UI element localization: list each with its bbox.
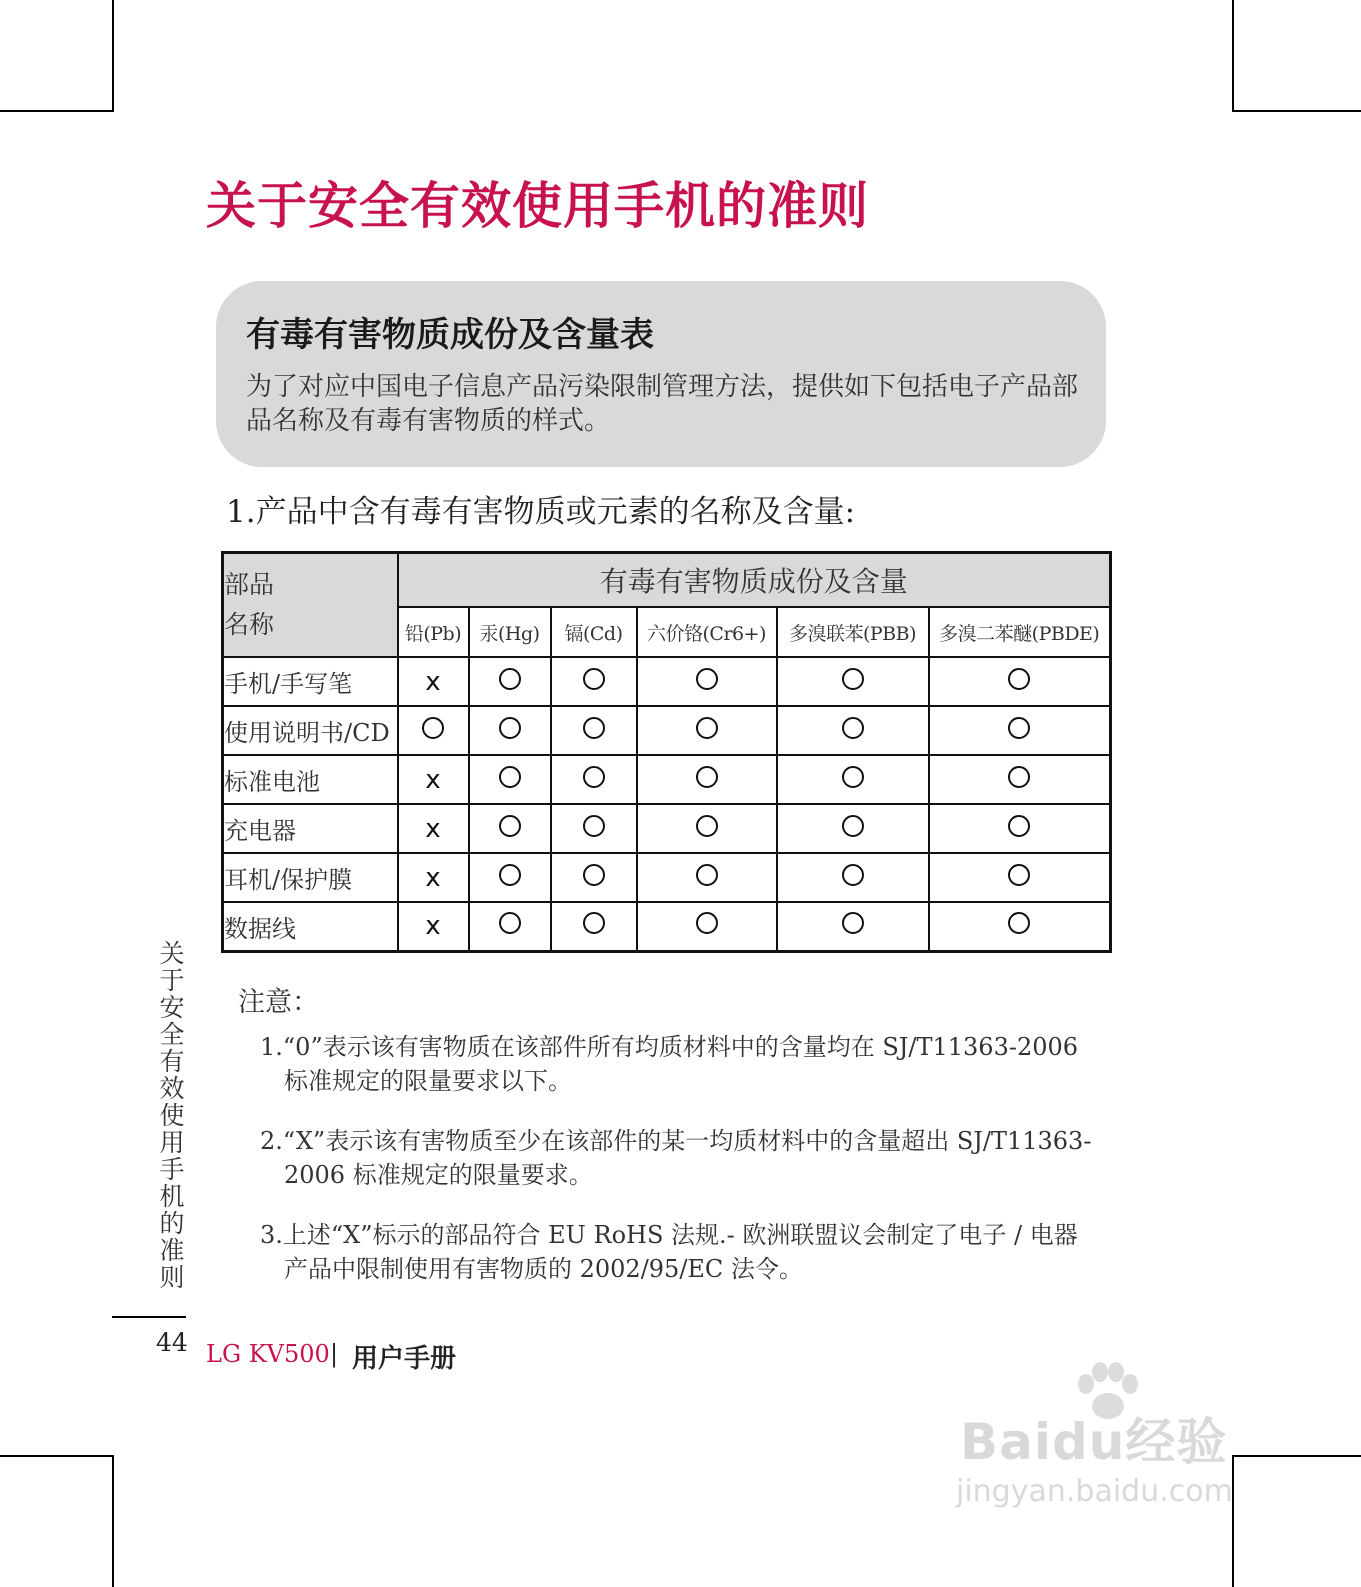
part-name-cell: 手机/手写笔 bbox=[223, 657, 398, 706]
substance-column-header: 镉(Cd) bbox=[551, 607, 637, 657]
panel-description: 为了对应中国电子信息产品污染限制管理方法，提供如下包括电子产品部品名称及有毒有害物质的样式。 bbox=[246, 372, 1079, 436]
table-row bbox=[223, 657, 1111, 706]
circle-mark-icon bbox=[842, 815, 864, 837]
notes-title: 注意： bbox=[238, 987, 319, 1018]
compliant-mark-cell bbox=[929, 755, 1111, 804]
circle-mark-icon bbox=[422, 717, 444, 739]
circle-mark-icon bbox=[1008, 717, 1030, 739]
table-row bbox=[223, 853, 1111, 902]
compliant-mark-cell bbox=[777, 804, 929, 853]
compliant-mark-cell bbox=[551, 755, 637, 804]
part-name-cell: 耳机/保护膜 bbox=[223, 853, 398, 902]
compliant-mark-cell bbox=[551, 902, 637, 951]
substance-column-header: 六价铬(Cr6+) bbox=[637, 607, 777, 657]
compliant-mark-cell bbox=[637, 902, 777, 951]
note-item: 2.“X”表示该有害物质至少在该部件的某一均质材料中的含量超出 SJ/T11363-2006 标准规定的限量要求。 bbox=[260, 1127, 1092, 1189]
compliant-mark-cell bbox=[637, 657, 777, 706]
watermark-logo: Baidu经验 bbox=[960, 1413, 1228, 1471]
table-row bbox=[223, 902, 1111, 951]
page-title: 关于安全有效使用手机的准则 bbox=[206, 177, 869, 235]
circle-mark-icon bbox=[842, 766, 864, 788]
circle-mark-icon bbox=[842, 668, 864, 690]
table-row bbox=[223, 755, 1111, 804]
crop-mark bbox=[1232, 0, 1234, 112]
table-row bbox=[223, 804, 1111, 853]
substance-column-header: 铅(Pb) bbox=[398, 607, 469, 657]
circle-mark-icon bbox=[696, 815, 718, 837]
exceeds-mark-cell: x bbox=[398, 755, 469, 804]
circle-mark-icon bbox=[696, 912, 718, 934]
circle-mark-icon bbox=[696, 766, 718, 788]
compliant-mark-cell bbox=[929, 706, 1111, 755]
footer-manual-label: 用户手册 bbox=[352, 1344, 457, 1374]
circle-mark-icon bbox=[696, 717, 718, 739]
compliant-mark-cell bbox=[469, 657, 551, 706]
compliant-mark-cell bbox=[469, 804, 551, 853]
watermark bbox=[952, 1362, 1262, 1522]
footer-rule bbox=[112, 1316, 186, 1318]
crop-mark bbox=[0, 110, 114, 112]
compliant-mark-cell bbox=[637, 706, 777, 755]
exceeds-mark-cell: x bbox=[398, 853, 469, 902]
circle-mark-icon bbox=[583, 815, 605, 837]
part-name-header bbox=[223, 553, 398, 658]
table-body bbox=[223, 657, 1111, 951]
compliant-mark-cell bbox=[469, 902, 551, 951]
footer-model: LG KV500 bbox=[206, 1340, 330, 1368]
corner-line1: 部品 bbox=[224, 570, 275, 599]
watermark-url: jingyan.baidu.com bbox=[956, 1474, 1233, 1509]
compliant-mark-cell bbox=[777, 902, 929, 951]
circle-mark-icon bbox=[583, 668, 605, 690]
compliant-mark-cell bbox=[469, 706, 551, 755]
substance-column-header: 汞(Hg) bbox=[469, 607, 551, 657]
substance-group-header: 有毒有害物质成份及含量 bbox=[398, 553, 1111, 608]
compliant-mark-cell bbox=[777, 755, 929, 804]
compliant-mark-cell bbox=[551, 657, 637, 706]
compliant-mark-cell bbox=[929, 853, 1111, 902]
compliant-mark-cell bbox=[551, 853, 637, 902]
footer-separator: | bbox=[330, 1340, 339, 1368]
circle-mark-icon bbox=[1008, 766, 1030, 788]
compliant-mark-cell bbox=[929, 804, 1111, 853]
table-row bbox=[223, 706, 1111, 755]
circle-mark-icon bbox=[842, 717, 864, 739]
section-heading: 1.产品中含有毒有害物质或元素的名称及含量: bbox=[226, 494, 856, 530]
circle-mark-icon bbox=[499, 717, 521, 739]
exceeds-mark-cell: x bbox=[398, 657, 469, 706]
circle-mark-icon bbox=[1008, 864, 1030, 886]
circle-mark-icon bbox=[1008, 668, 1030, 690]
part-name-cell: 标准电池 bbox=[223, 755, 398, 804]
circle-mark-icon bbox=[583, 864, 605, 886]
circle-mark-icon bbox=[842, 864, 864, 886]
crop-mark bbox=[112, 0, 114, 112]
compliant-mark-cell bbox=[637, 755, 777, 804]
circle-mark-icon bbox=[499, 864, 521, 886]
circle-mark-icon bbox=[499, 912, 521, 934]
compliant-mark-cell bbox=[637, 853, 777, 902]
compliant-mark-cell bbox=[777, 657, 929, 706]
substance-column-header: 多溴联苯(PBB) bbox=[777, 607, 929, 657]
info-panel bbox=[216, 281, 1106, 467]
side-section-label: 关于安全有效使用手机的准则 bbox=[156, 940, 185, 1291]
circle-mark-icon bbox=[842, 912, 864, 934]
crop-mark bbox=[112, 1455, 114, 1587]
crop-mark bbox=[0, 1455, 114, 1457]
circle-mark-icon bbox=[499, 766, 521, 788]
compliant-mark-cell bbox=[551, 804, 637, 853]
compliant-mark-cell bbox=[777, 853, 929, 902]
circle-mark-icon bbox=[583, 912, 605, 934]
circle-mark-icon bbox=[696, 864, 718, 886]
compliant-mark-cell bbox=[398, 706, 469, 755]
circle-mark-icon bbox=[1008, 912, 1030, 934]
corner-line2: 名称 bbox=[224, 610, 275, 639]
part-name-cell: 充电器 bbox=[223, 804, 398, 853]
compliant-mark-cell bbox=[551, 706, 637, 755]
crop-mark bbox=[1232, 110, 1361, 112]
substance-column-header: 多溴二苯醚(PBDE) bbox=[929, 607, 1111, 657]
page-number: 44 bbox=[156, 1328, 188, 1357]
circle-mark-icon bbox=[583, 717, 605, 739]
exceeds-mark-cell: x bbox=[398, 804, 469, 853]
circle-mark-icon bbox=[696, 668, 718, 690]
note-item: 3.上述“X”标示的部品符合 EU RoHS 法规.- 欧洲联盟议会制定了电子 / 电器产品中限制使用有害物质的 2002/95/EC 法令。 bbox=[260, 1221, 1078, 1283]
compliant-mark-cell bbox=[469, 853, 551, 902]
substance-table bbox=[221, 551, 1112, 953]
part-name-cell: 数据线 bbox=[223, 902, 398, 951]
compliant-mark-cell bbox=[777, 706, 929, 755]
part-name-cell: 使用说明书/CD bbox=[223, 706, 398, 755]
circle-mark-icon bbox=[1008, 815, 1030, 837]
circle-mark-icon bbox=[583, 766, 605, 788]
compliant-mark-cell bbox=[637, 804, 777, 853]
circle-mark-icon bbox=[499, 815, 521, 837]
circle-mark-icon bbox=[499, 668, 521, 690]
exceeds-mark-cell: x bbox=[398, 902, 469, 951]
compliant-mark-cell bbox=[469, 755, 551, 804]
note-item: 1.“0”表示该有害物质在该部件所有均质材料中的含量均在 SJ/T11363-2006 标准规定的限量要求以下。 bbox=[260, 1033, 1079, 1095]
panel-title: 有毒有害物质成份及含量表 bbox=[246, 315, 654, 355]
compliant-mark-cell bbox=[929, 902, 1111, 951]
compliant-mark-cell bbox=[929, 657, 1111, 706]
